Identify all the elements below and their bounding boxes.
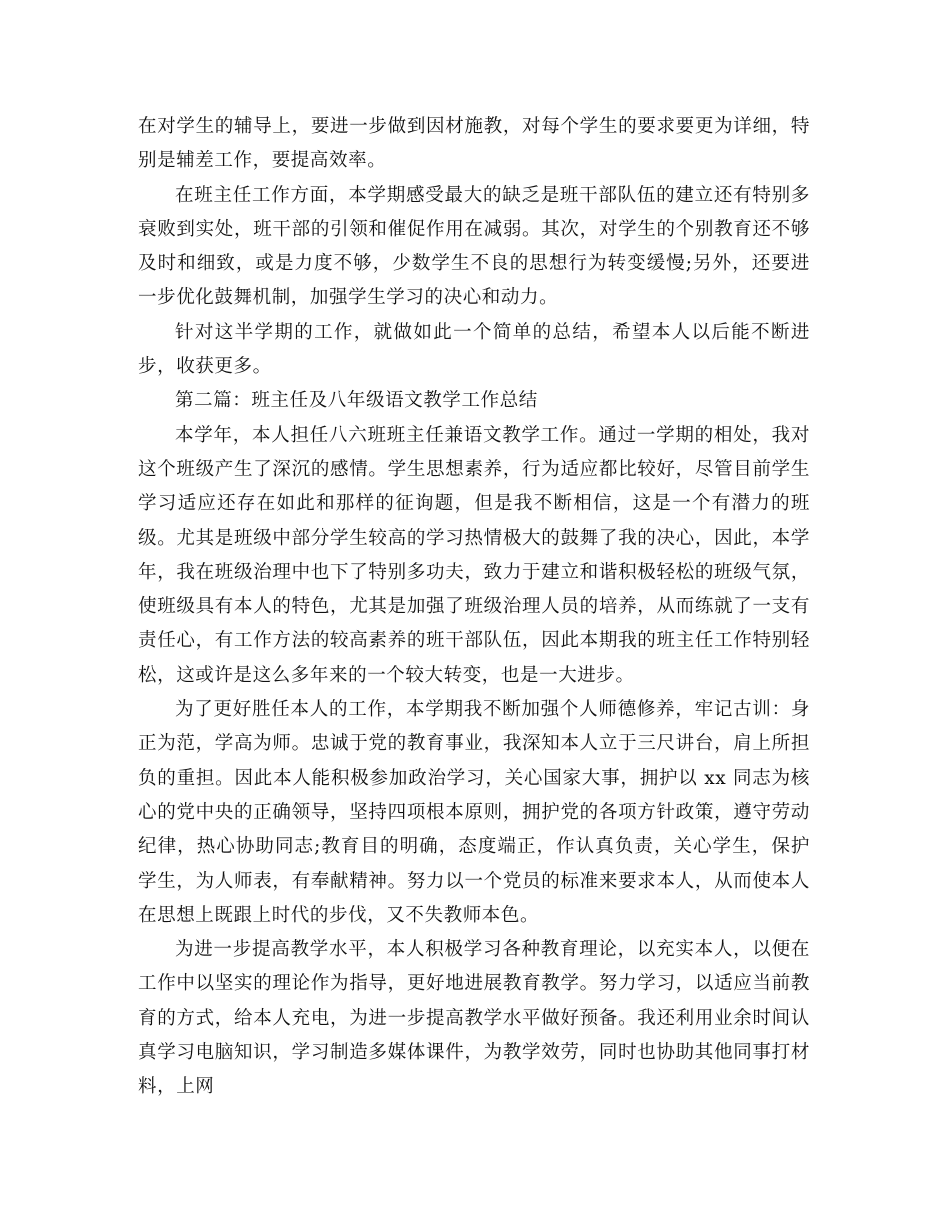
paragraph-3: 针对这半学期的工作，就做如此一个简单的总结，希望本人以后能不断进步，收获更多。 xyxy=(138,321,810,378)
paragraph-5: 为了更好胜任本人的工作，本学期我不断加强个人师德修养，牢记古训：身正为范，学高为师。忠诚于党的教育事业，我深知本人立于三尺讲台，肩上所担负的重担。因此本人能积极参加政治学习，关心国家大事，拥护以 xx 同志为核心的党中央的正确领导，坚持四项根本原则，拥护党的各项方针政策，遵守劳动纪律，热心协助同志;教育目的明确，态度端正，作认真负责，关心学生，保护学生，为人师表，有奉献精神。努力以一个党员的标准来要求本人，从而使本人在思想上既跟上时代的步伐，又不失教师本色。 xyxy=(138,699,810,926)
paragraph-6: 为进一步提高教学水平，本人积极学习各种教育理论，以充实本人，以便在工作中以坚实的理论作为指导，更好地进展教育教学。努力学习，以适应当前教育的方式，给本人充电，为进一步提高教学水平做好预备。我还利用业余时间认真学习电脑知识，学习制造多媒体课件，为教学效劳，同时也协助其他同事打材料，上网 xyxy=(138,939,810,1098)
section-heading: 第二篇：班主任及八年级语文教学工作总结 xyxy=(175,390,538,412)
paragraph-1: 在对学生的辅导上，要进一步做到因材施教，对每个学生的要求要更为详细，特别是辅差工作，要提高效率。 xyxy=(138,116,810,172)
document-body xyxy=(138,110,810,1105)
paragraph-4: 本学年，本人担任八六班班主任兼语文教学工作。通过一学期的相处，我对这个班级产生了深沉的感情。学生思想素养，行为适应都比较好，尽管目前学生学习适应还存在如此和那样的征询题，但是我不断相信，这是一个有潜力的班级。尤其是班级中部分学生较高的学习热情极大的鼓舞了我的决心，因此，本学年，我在班级治理中也下了特别多功夫，致力于建立和谐积极轻松的班级气氛，使班级具有本人的特色，尤其是加强了班级治理人员的培养，从而练就了一支有责任心，有工作方法的较高素养的班干部队伍，因此本期我的班主任工作特别轻松，这或许是这么多年来的一个较大转变，也是一大进步。 xyxy=(138,424,810,686)
paragraph-2: 在班主任工作方面，本学期感受最大的缺乏是班干部队伍的建立还有特别多衰败到实处，班干部的引领和催促作用在减弱。其次，对学生的个别教育还不够及时和细致，或是力度不够，少数学生不良的思想行为转变缓慢;另外，还要进一步优化鼓舞机制，加强学生学习的决心和动力。 xyxy=(138,184,810,309)
